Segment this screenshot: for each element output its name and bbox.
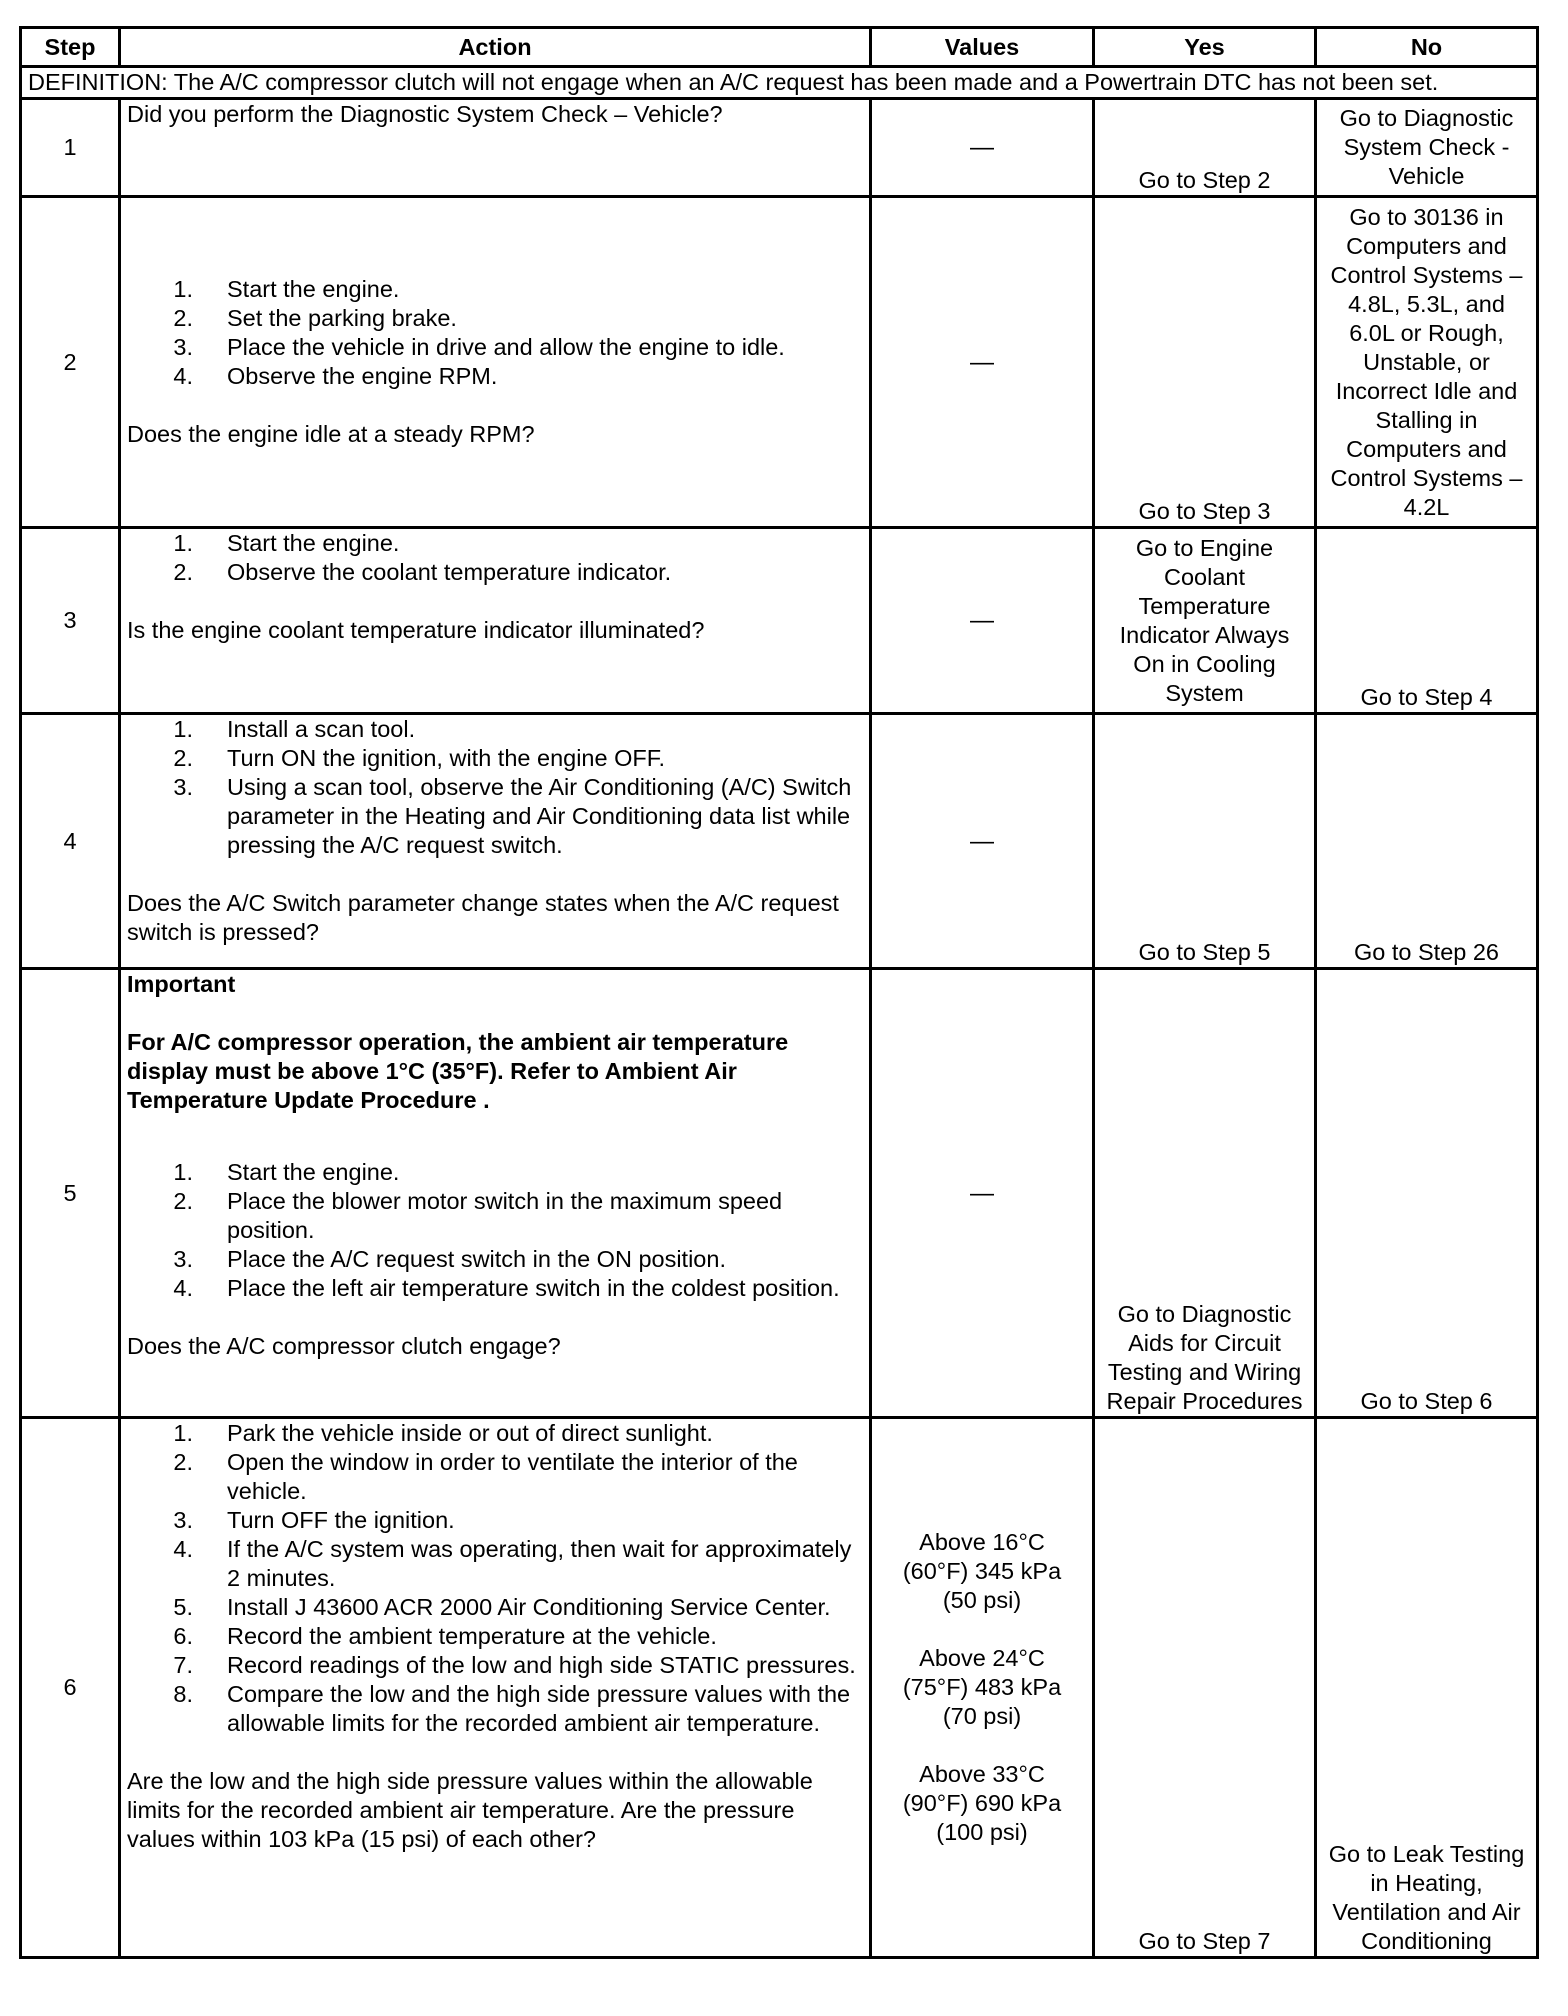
action-cell	[120, 197, 871, 528]
list-item: 5. Install J 43600 ACR 2000 Air Conditioning Service Center.	[173, 1594, 831, 1620]
step-number: 6	[21, 1418, 120, 1958]
no-cell: Go to Leak Testing in Heating, Ventilation and Air Conditioning	[1316, 1418, 1538, 1958]
no-cell: Go to Step 4	[1316, 528, 1538, 714]
yes-cell: Go to Step 7	[1094, 1418, 1316, 1958]
definition-row	[21, 67, 1538, 99]
pressure-limit-value: Above 16°C (60°F) 345 kPa (50 psi)	[902, 1529, 1062, 1613]
list-item: 2. Place the blower motor switch in the maximum speed position.	[173, 1188, 783, 1243]
step-number: 3	[21, 528, 120, 714]
header-action: Action	[120, 28, 871, 67]
action-list	[127, 1158, 863, 1303]
header-no: No	[1316, 28, 1538, 67]
list-item: 6. Record the ambient temperature at the vehicle.	[173, 1623, 717, 1649]
table-row	[21, 969, 1538, 1418]
values-cell	[871, 1418, 1094, 1958]
list-item: 4. If the A/C system was operating, then wait for approximately 2 minutes.	[173, 1536, 852, 1591]
question-text: Are the low and the high side pressure values within the allowable limits for the recorded ambient air temperature. Are the pressure values within 103 kPa (15 psi) of each other?	[127, 1768, 813, 1852]
list-item: 2. Set the parking brake.	[173, 305, 457, 331]
pressure-limit-value: Above 24°C (75°F) 483 kPa (70 psi)	[902, 1645, 1062, 1729]
header-row	[21, 28, 1538, 67]
yes-cell: Go to Diagnostic Aids for Circuit Testing and Wiring Repair Procedures	[1094, 969, 1316, 1418]
action-cell	[120, 528, 871, 714]
step-number: 1	[21, 99, 120, 197]
table-row	[21, 99, 1538, 197]
important-note: For A/C compressor operation, the ambient air temperature display must be above 1°C (35°F). Refer to Ambient Air Temperature Update Procedure .	[127, 1029, 789, 1113]
no-cell: Go to 30136 in Computers and Control Systems – 4.8L, 5.3L, and 6.0L or Rough, Unstable, or Incorrect Idle and Stalling in Computers and Control Systems – 4.2L	[1316, 197, 1538, 528]
action-list	[127, 275, 863, 391]
table-row	[21, 1418, 1538, 1958]
list-item: 2. Turn ON the ignition, with the engine OFF.	[173, 745, 666, 771]
question-text: Did you perform the Diagnostic System Check – Vehicle?	[127, 101, 723, 127]
action-list	[127, 529, 863, 587]
step-number: 2	[21, 197, 120, 528]
yes-cell: Go to Step 5	[1094, 714, 1316, 969]
header-yes: Yes	[1094, 28, 1316, 67]
no-cell: Go to Step 26	[1316, 714, 1538, 969]
important-label: Important	[127, 971, 236, 997]
yes-cell: Go to Step 2	[1094, 99, 1316, 197]
dash-value: —	[970, 348, 994, 376]
pressure-limit-value: Above 33°C (90°F) 690 kPa (100 psi)	[902, 1761, 1062, 1845]
no-cell: Go to Step 6	[1316, 969, 1538, 1418]
action-list	[127, 715, 863, 860]
list-item: 3. Place the A/C request switch in the ON position.	[173, 1246, 726, 1272]
list-item: 8. Compare the low and the high side pressure values with the allowable limits for the recorded ambient air temperature.	[173, 1681, 851, 1736]
table-row	[21, 197, 1538, 528]
dash-value: —	[970, 1179, 994, 1207]
list-item: 1. Start the engine.	[173, 530, 400, 556]
question-text: Does the engine idle at a steady RPM?	[127, 421, 535, 447]
action-cell	[120, 1418, 871, 1958]
header-values: Values	[871, 28, 1094, 67]
step-number: 4	[21, 714, 120, 969]
diagnostic-table	[19, 26, 1539, 1959]
list-item: 4. Observe the engine RPM.	[173, 363, 498, 389]
list-item: 3. Place the vehicle in drive and allow the engine to idle.	[173, 334, 785, 360]
values-cell	[871, 714, 1094, 969]
no-cell: Go to Diagnostic System Check - Vehicle	[1316, 99, 1538, 197]
action-list	[127, 1419, 863, 1738]
definition-text: DEFINITION: The A/C compressor clutch will not engage when an A/C request has been made and a Powertrain DTC has not been set.	[21, 67, 1538, 99]
question-text: Does the A/C Switch parameter change states when the A/C request switch is pressed?	[127, 890, 839, 945]
values-cell	[871, 197, 1094, 528]
action-cell	[120, 969, 871, 1418]
dash-value: —	[970, 607, 994, 634]
values-cell	[871, 99, 1094, 197]
list-item: 3. Turn OFF the ignition.	[173, 1507, 455, 1533]
header-step: Step	[21, 28, 120, 67]
yes-cell: Go to Step 3	[1094, 197, 1316, 528]
table-row	[21, 714, 1538, 969]
table-row	[21, 528, 1538, 714]
dash-value: —	[970, 134, 994, 161]
dash-value: —	[970, 827, 994, 855]
action-cell	[120, 714, 871, 969]
list-item: 2. Observe the coolant temperature indicator.	[173, 559, 672, 585]
values-cell	[871, 528, 1094, 714]
question-text: Does the A/C compressor clutch engage?	[127, 1333, 561, 1359]
step-number: 5	[21, 969, 120, 1418]
list-item: 4. Place the left air temperature switch in the coldest position.	[173, 1275, 840, 1301]
list-item: 2. Open the window in order to ventilate the interior of the vehicle.	[173, 1449, 798, 1504]
yes-cell: Go to Engine Coolant Temperature Indicator Always On in Cooling System	[1094, 528, 1316, 714]
list-item: 1. Install a scan tool.	[173, 716, 416, 742]
values-cell	[871, 969, 1094, 1418]
action-cell	[120, 99, 871, 197]
list-item: 1. Start the engine.	[173, 1159, 400, 1185]
question-text: Is the engine coolant temperature indicator illuminated?	[127, 617, 705, 643]
list-item: 1. Park the vehicle inside or out of direct sunlight.	[173, 1420, 713, 1446]
list-item: 7. Record readings of the low and high side STATIC pressures.	[173, 1652, 856, 1678]
list-item: 1. Start the engine.	[173, 276, 400, 302]
list-item: 3. Using a scan tool, observe the Air Conditioning (A/C) Switch parameter in the Heating and Air Conditioning data list while pressing the A/C request switch.	[173, 774, 852, 858]
